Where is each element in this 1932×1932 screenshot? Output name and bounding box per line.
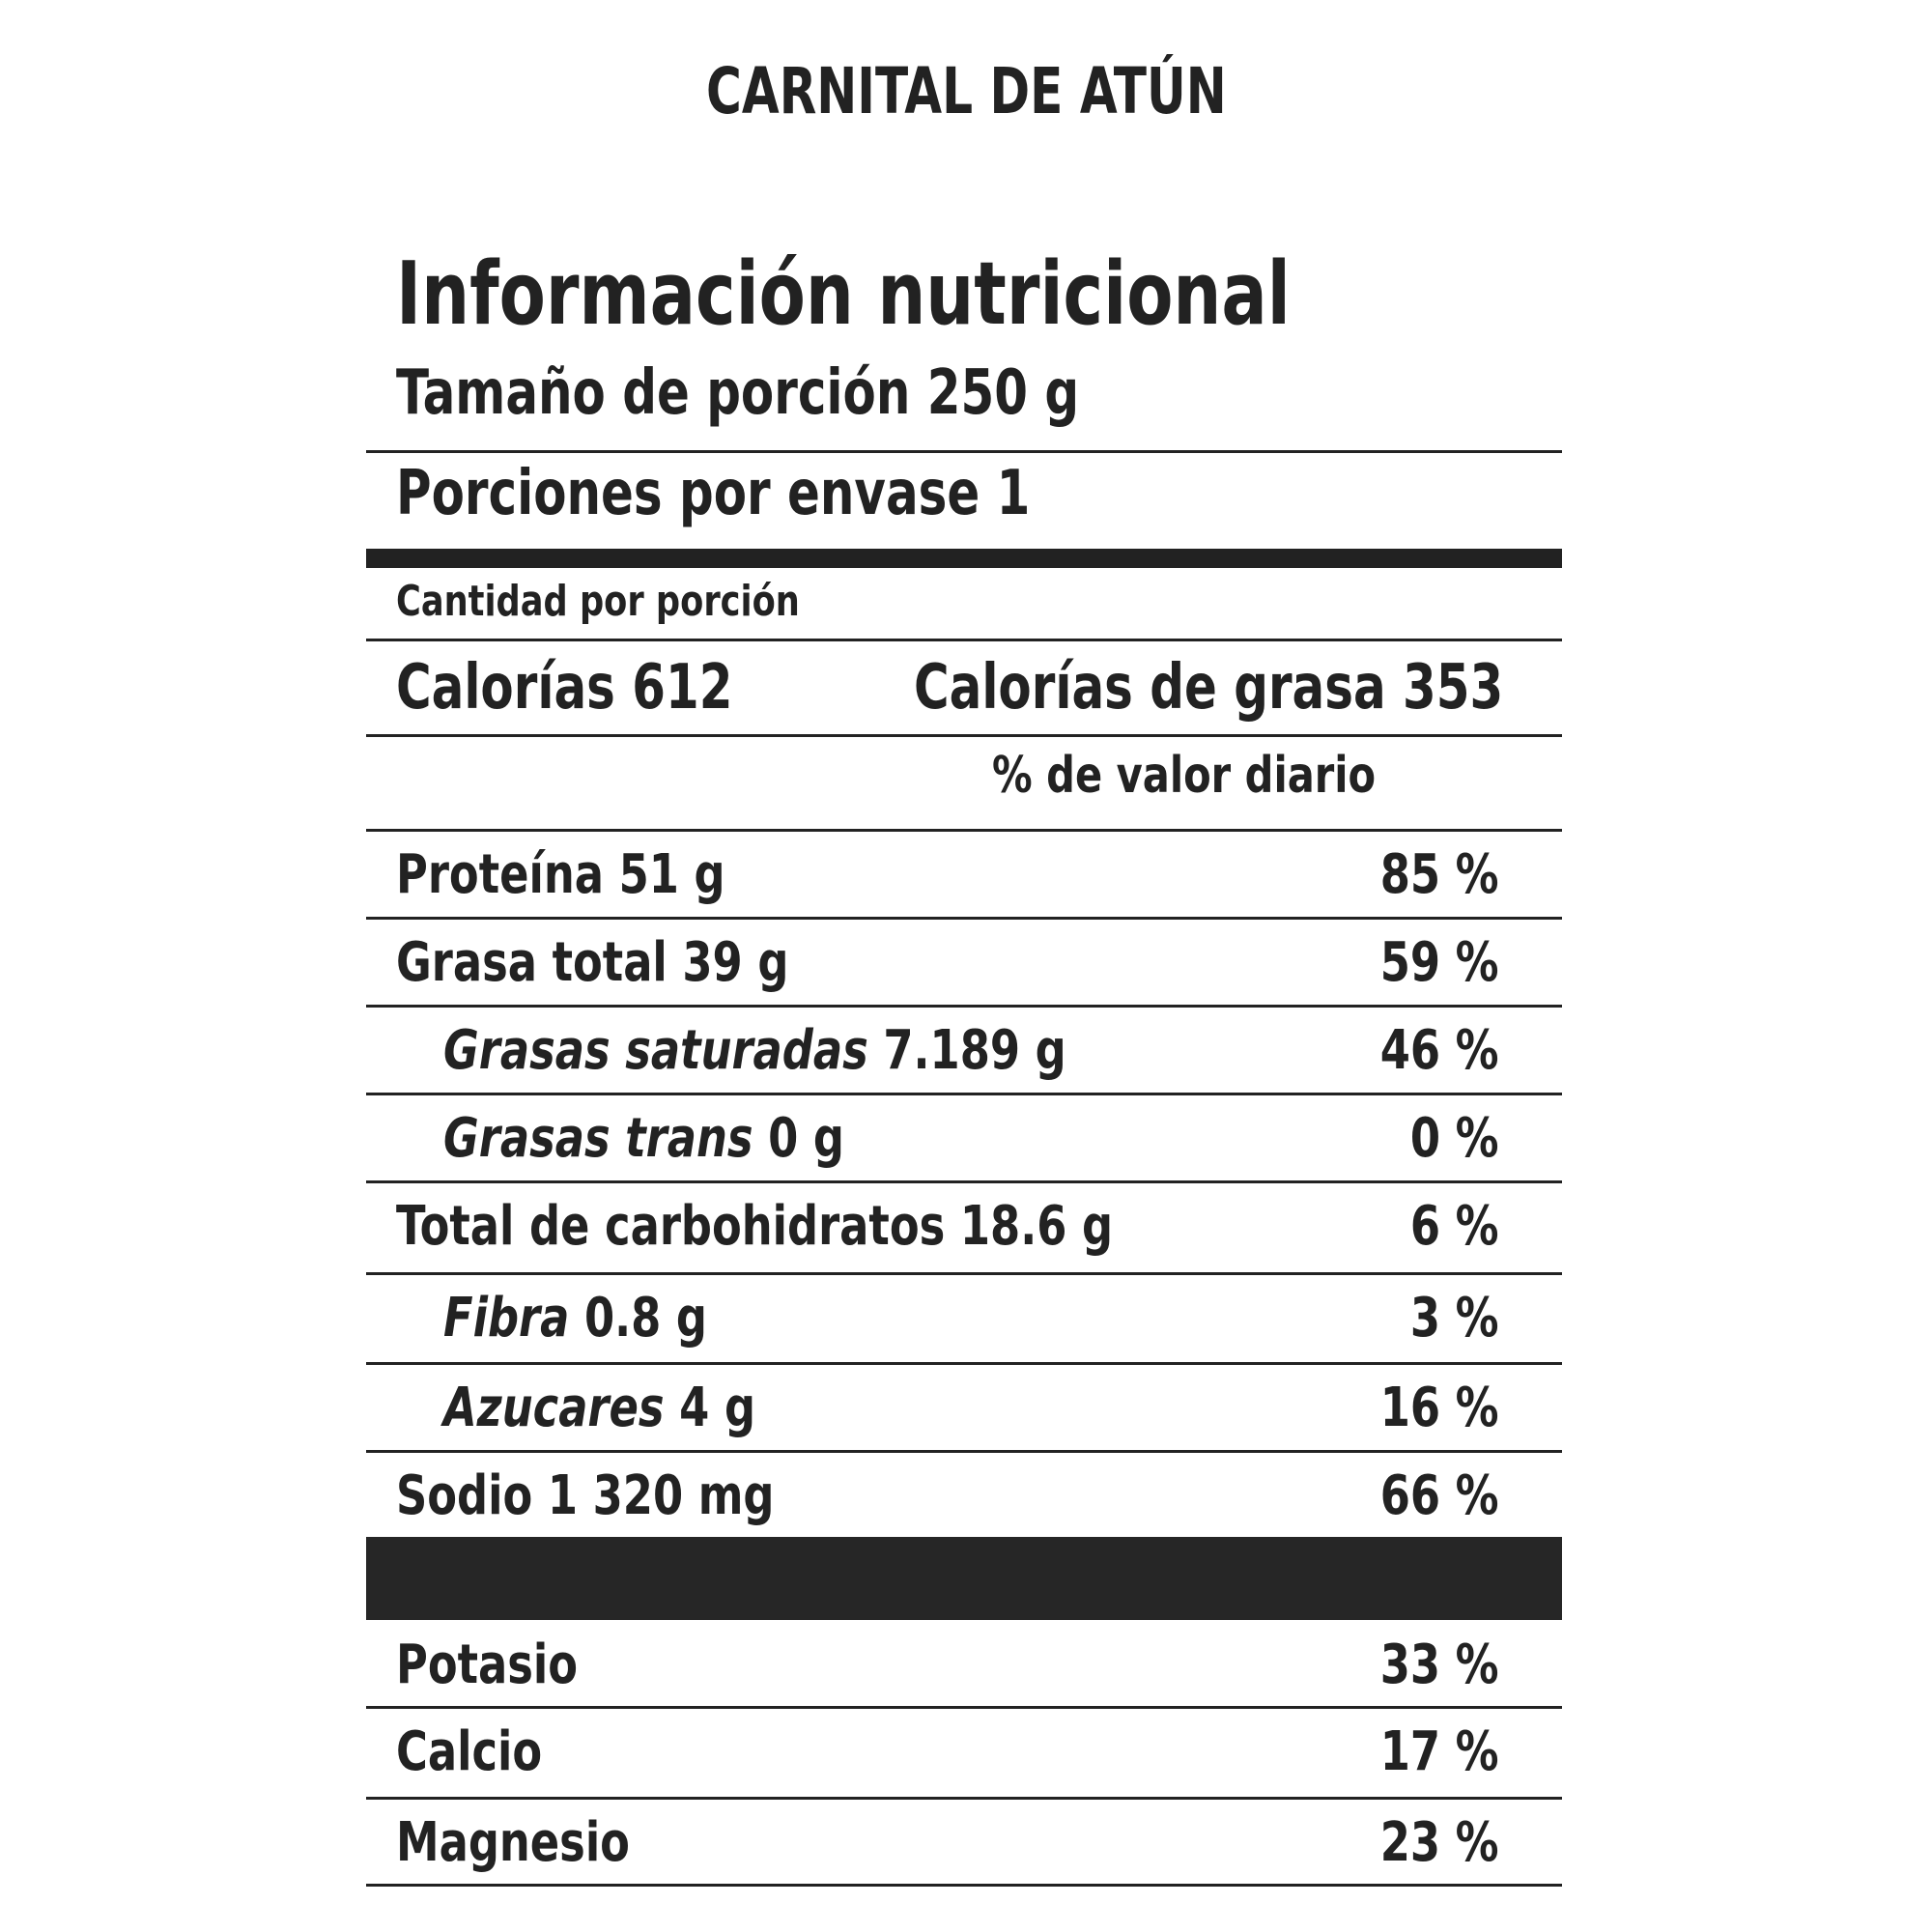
calories xyxy=(396,649,828,726)
divider xyxy=(366,829,1562,832)
nutrient-name xyxy=(443,1016,1222,1086)
nutrient-row-fiber xyxy=(366,1276,1562,1361)
nutrient-pct: 3 % xyxy=(1410,1287,1499,1350)
nutrient-name xyxy=(396,840,808,910)
mineral-daily-value xyxy=(1350,1631,1499,1700)
mineral-row-magnesium xyxy=(366,1801,1562,1886)
servings-per-container xyxy=(396,455,1208,532)
divider xyxy=(366,450,1562,453)
nutrient-row-saturated-fat xyxy=(366,1009,1562,1094)
nutrient-row-protein xyxy=(366,833,1562,918)
nutrient-amount: 0.8 g xyxy=(583,1287,707,1350)
nutrient-daily-value xyxy=(1350,1374,1499,1443)
mineral-row-calcium xyxy=(366,1710,1562,1795)
nutrient-row-trans-fat xyxy=(366,1096,1562,1181)
nutrient-amount: 0 g xyxy=(768,1107,844,1170)
nutrient-daily-value xyxy=(1350,928,1499,998)
divider xyxy=(366,639,1562,641)
serving-size-text: Tamaño de porción 250 g xyxy=(396,357,1080,429)
calories-text: Calorías 612 xyxy=(396,652,733,724)
nutrient-daily-value xyxy=(1350,840,1499,910)
mineral-name xyxy=(396,1808,688,1878)
nutrient-amount: 7.189 g xyxy=(883,1019,1066,1082)
mineral-name xyxy=(396,1631,623,1700)
nutrient-amount: 1 320 mg xyxy=(547,1464,775,1527)
nutrient-name xyxy=(396,928,887,998)
mineral-name xyxy=(396,1718,579,1787)
divider xyxy=(366,1884,1562,1887)
mineral-label: Magnesio xyxy=(396,1811,630,1874)
nutrient-label: Grasas saturadas xyxy=(443,1019,868,1082)
divider xyxy=(366,1450,1562,1453)
nutrient-label: Sodio xyxy=(396,1464,533,1527)
nutrient-row-sodium xyxy=(366,1454,1562,1539)
mineral-pct: 17 % xyxy=(1380,1720,1499,1783)
serving-size xyxy=(396,355,1272,432)
amount-per-serving xyxy=(396,575,900,629)
divider xyxy=(366,917,1562,920)
divider xyxy=(366,1180,1562,1183)
nutrient-amount: 51 g xyxy=(618,843,725,906)
nutrient-label: Proteína xyxy=(396,843,604,906)
mineral-daily-value xyxy=(1350,1808,1499,1878)
nutrient-amount: 39 g xyxy=(682,931,789,994)
mineral-label: Calcio xyxy=(396,1720,543,1783)
nutrient-daily-value xyxy=(1350,1462,1499,1531)
mineral-daily-value xyxy=(1350,1718,1499,1787)
nutrient-pct: 6 % xyxy=(1410,1195,1499,1258)
daily-value-header xyxy=(992,744,1471,808)
nutrient-row-total-fat xyxy=(366,921,1562,1006)
nutrient-label: Fibra xyxy=(443,1287,570,1350)
daily-value-header-text: % de valor diario xyxy=(992,747,1377,805)
nutrient-amount: 18.6 g xyxy=(959,1195,1114,1258)
nutrient-daily-value xyxy=(1388,1192,1499,1262)
divider xyxy=(366,1272,1562,1275)
nutrient-name xyxy=(396,1462,868,1531)
nutrient-daily-value xyxy=(1388,1104,1499,1174)
calories-from-fat xyxy=(914,649,1669,726)
nutrient-name xyxy=(443,1104,945,1174)
thick-divider xyxy=(366,549,1562,568)
amount-per-serving-text: Cantidad por porción xyxy=(396,577,800,626)
divider xyxy=(366,1797,1562,1800)
mineral-pct: 33 % xyxy=(1380,1634,1499,1696)
nutrient-pct: 16 % xyxy=(1380,1377,1499,1439)
product-title-text: CARNITAL DE ATÚN xyxy=(705,54,1227,128)
nutrient-name xyxy=(443,1374,834,1443)
nutrient-name xyxy=(396,1192,1293,1262)
product-title xyxy=(0,53,1932,130)
mineral-label: Potasio xyxy=(396,1634,579,1696)
nutrient-label: Grasa total xyxy=(396,931,668,994)
calories-from-fat-text: Calorías de grasa 353 xyxy=(914,652,1504,724)
nutrient-label: Total de carbohidratos xyxy=(396,1195,946,1258)
nutrient-row-sugars xyxy=(366,1366,1562,1451)
divider xyxy=(366,734,1562,737)
nutrient-pct: 59 % xyxy=(1380,931,1499,994)
servings-per-container-text: Porciones por envase 1 xyxy=(396,458,1031,529)
mineral-pct: 23 % xyxy=(1380,1811,1499,1874)
divider xyxy=(366,1706,1562,1709)
nutrient-name xyxy=(443,1284,773,1353)
nutrient-daily-value xyxy=(1388,1284,1499,1353)
divider xyxy=(366,1362,1562,1365)
nutrient-label: Azucares xyxy=(443,1377,665,1439)
divider xyxy=(366,1005,1562,1008)
nutrition-heading-text: Información nutricional xyxy=(396,243,1291,345)
nutrient-pct: 85 % xyxy=(1380,843,1499,906)
divider xyxy=(366,1093,1562,1095)
nutrient-daily-value xyxy=(1350,1016,1499,1086)
nutrient-pct: 66 % xyxy=(1380,1464,1499,1527)
nutrient-pct: 46 % xyxy=(1380,1019,1499,1082)
nutrition-heading xyxy=(396,243,1543,345)
nutrient-label: Grasas trans xyxy=(443,1107,753,1170)
nutrient-row-carbohydrates xyxy=(366,1184,1562,1269)
nutrient-pct: 0 % xyxy=(1410,1107,1499,1170)
nutrient-amount: 4 g xyxy=(679,1377,756,1439)
mineral-row-potassium xyxy=(366,1623,1562,1708)
section-separator-bar xyxy=(366,1537,1562,1620)
